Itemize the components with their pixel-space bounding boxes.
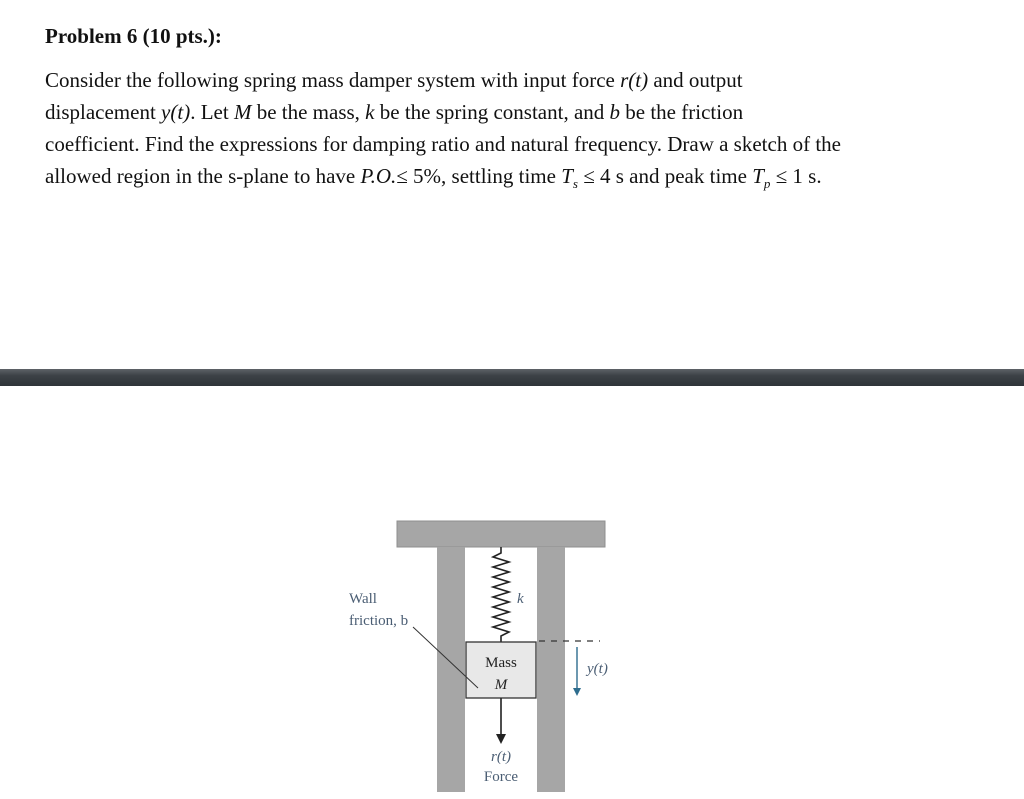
statement-text: . Let xyxy=(190,100,234,124)
statement-text: ≤ 5%, settling time xyxy=(396,164,562,188)
force-symbol-label: r(t) xyxy=(491,749,511,765)
spring xyxy=(493,547,509,642)
statement-text: be the spring constant, and xyxy=(374,100,610,124)
spring-constant-label: k xyxy=(517,591,524,607)
input-force-symbol: r(t) xyxy=(620,68,649,92)
peak-time-subscript: p xyxy=(763,176,771,192)
statement-text: allowed region in the s-plane to have xyxy=(45,164,361,188)
mass-symbol-label: M xyxy=(494,677,508,693)
settling-time-subscript: s xyxy=(572,176,578,192)
spring-symbol: k xyxy=(365,100,375,124)
displacement-arrow-head xyxy=(573,688,581,696)
wall-label: Wall xyxy=(349,591,377,607)
ceiling-block xyxy=(397,521,605,547)
friction-symbol: b xyxy=(609,100,621,124)
mass-symbol: M xyxy=(233,100,252,124)
displacement-label: y(t) xyxy=(587,661,608,677)
settling-time-symbol: T xyxy=(561,164,573,188)
friction-label: friction, b xyxy=(349,613,409,629)
left-wall xyxy=(437,547,465,792)
right-wall xyxy=(537,547,565,792)
statement-text: Consider the following spring mass damper system with input force xyxy=(45,68,621,92)
statement-text: be the friction xyxy=(620,100,744,124)
force-arrow-head xyxy=(496,734,506,744)
statement-text: and output xyxy=(648,68,743,92)
mass-label: Mass xyxy=(485,655,517,671)
output-displacement-symbol: y(t) xyxy=(161,100,191,124)
statement-text: ≤ 1 s. xyxy=(770,164,822,188)
force-label: Force xyxy=(483,769,519,785)
problem-title: Problem 6 (10 pts.): xyxy=(45,24,222,48)
peak-time-symbol: T xyxy=(752,164,764,188)
percent-overshoot-symbol: P.O. xyxy=(360,164,397,188)
statement-text: ≤ 4 s and peak time xyxy=(577,164,753,188)
statement-text: coefficient. Find the expressions for damping ratio and natural frequency. Draw a sketch of the xyxy=(45,132,841,156)
statement-text: be the mass, xyxy=(251,100,366,124)
statement-text: displacement xyxy=(45,100,162,124)
